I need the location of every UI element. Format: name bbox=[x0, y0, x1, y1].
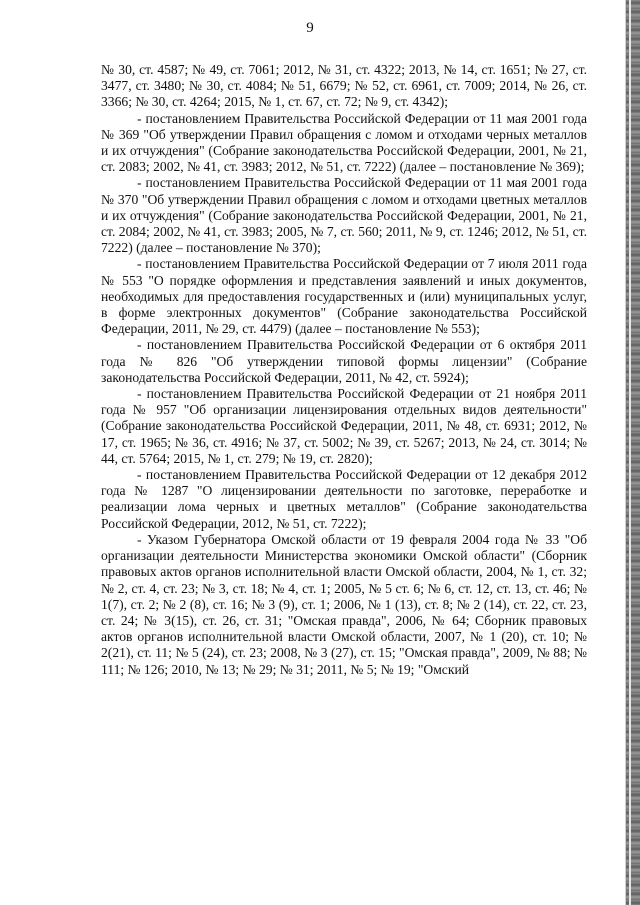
paragraph-item: - постановлением Правительства Российской Федерации от 7 июля 2011 года № 553 "О порядке оформления и представления заявлений и иных документов, необходимых для предоставления государственных и (или) муниципальных услуг, в форме электронных документов" (Собрание законодательства Российской Федерации, 2011, № 29, ст. 4479) (далее – постановление № 553); bbox=[101, 256, 587, 337]
paragraph-continuation: № 30, ст. 4587; № 49, ст. 7061; 2012, № 31, ст. 4322; 2013, № 14, ст. 1651; № 27, ст. 3477, ст. 3480; № 30, ст. 4084; № 51, 6679; № 52, ст. 6961, ст. 7009; 2014, № 26, ст. 3366; № 30, ст. 4264; 2015, № 1, ст. 67, ст. 72; № 9, ст. 4342); bbox=[101, 62, 587, 110]
paragraph-item: - постановлением Правительства Российской Федерации от 21 ноября 2011 года № 957 "Об организации лицензирования отдельных видов деятельности" (Собрание законодательства Российской Федерации, 2011, № 48, ст. 6931; 2012, № 17, ст. 1965; № 36, ст. 4916; № 37, ст. 5002; № 39, ст. 5267; 2013, № 24, ст. 3014; № 44, ст. 5764; 2015, № 1, ст. 279; № 19, ст. 2820); bbox=[101, 386, 587, 466]
paragraph-item: - постановлением Правительства Российской Федерации от 11 мая 2001 года № 370 "Об утверждении Правил обращения с ломом и отходами цветных металлов и их отчуждения" (Собрание законодательства Российской Федерации, 2001, № 21, ст. 2084; 2002, № 41, ст. 3983; 2005, № 7, ст. 560; 2011, № 9, ст. 1246; 2012, № 51, ст. 7222) (далее – постановление № 370); bbox=[101, 175, 587, 256]
document-body bbox=[101, 62, 587, 678]
paragraph-item: - постановлением Правительства Российской Федерации от 6 октября 2011 года № 826 "Об утверждении типовой формы лицензии" (Собрание законодательства Российской Федерации, 2011, № 42, ст. 5924); bbox=[101, 337, 587, 385]
scan-edge-strip bbox=[625, 0, 640, 905]
page-number: 9 bbox=[306, 20, 314, 36]
paragraph-item: - постановлением Правительства Российской Федерации от 12 декабря 2012 года № 1287 "О лицензировании деятельности по заготовке, переработке и реализации лома черных и цветных металлов" (Собрание законодательства Российской Федерации, 2012, № 51, ст. 7222); bbox=[101, 467, 587, 531]
paragraph-item: - Указом Губернатора Омской области от 19 февраля 2004 года № 33 "Об организации деятельности Министерства экономики Омской области" (Сборник правовых актов органов исполнительной власти Омской области, 2004, № 1, ст. 32; № 2, ст. 4, ст. 23; № 3, ст. 18; № 4, ст. 1; 2005, № 5 ст. 6; № 6, ст. 12, ст. 13, ст. 46; № 1(7), ст. 2; № 2 (8), ст. 16; № 3 (9), ст. 1; 2006, № 1 (13), ст. 8; № 2 (14), ст. 22, ст. 23, ст. 24; № 3(15), ст. 26, ст. 31; "Омская правда", 2006, № 64; Сборник правовых актов органов исполнительной власти Омской области, 2007, № 1 (20), ст. 10; № 2(21), ст. 11; № 5 (24), ст. 23; 2008, № 3 (27), ст. 15; "Омская правда", 2009, № 88; № 111; № 126; 2010, № 13; № 29; № 31; 2011, № 5; № 19; "Омский bbox=[101, 531, 587, 677]
paragraph-item: - постановлением Правительства Российской Федерации от 11 мая 2001 года № 369 "Об утверждении Правил обращения с ломом и отходами черных металлов и их отчуждения" (Собрание законодательства Российской Федерации, 2001, № 21, ст. 2083; 2002, № 41, ст. 3983; 2012, № 51, ст. 7222) (далее – постановление № 369); bbox=[101, 110, 587, 175]
